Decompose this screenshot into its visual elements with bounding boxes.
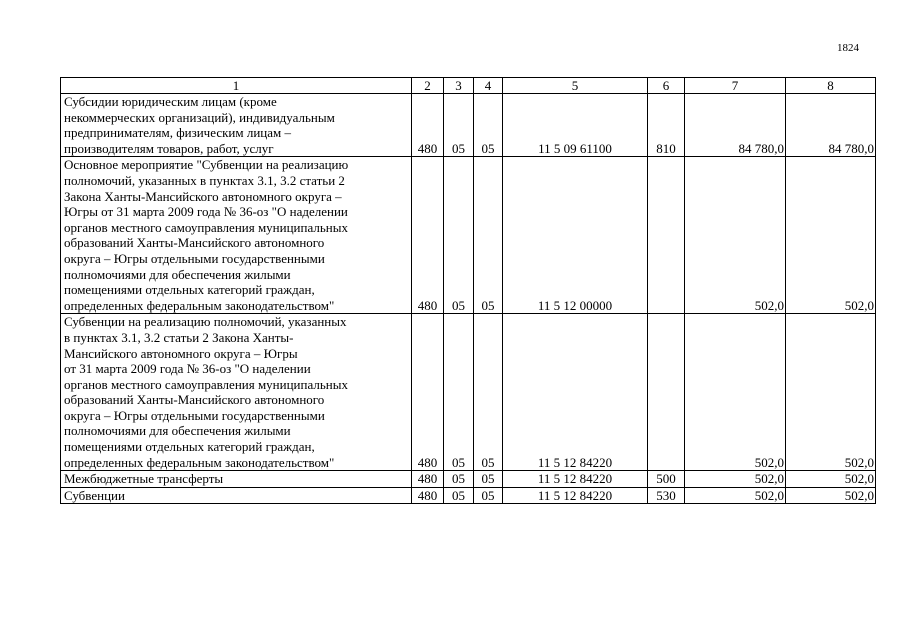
cell-col-7: 84 780,0 xyxy=(685,94,786,157)
cell-col-3: 05 xyxy=(444,94,474,157)
cell-col-3: 05 xyxy=(444,314,474,471)
cell-col-6: 530 xyxy=(648,487,685,504)
cell-col-5: 11 5 12 84220 xyxy=(503,487,648,504)
header-row xyxy=(61,78,876,94)
cell-col-6: 810 xyxy=(648,94,685,157)
cell-col-8: 502,0 xyxy=(786,471,876,488)
table-row xyxy=(61,471,876,488)
row-name-cell: Субвенции xyxy=(61,487,412,504)
cell-col-2: 480 xyxy=(412,487,444,504)
header-cell-5: 5 xyxy=(503,78,648,94)
cell-col-7: 502,0 xyxy=(685,471,786,488)
table-row xyxy=(61,94,876,157)
cell-col-3: 05 xyxy=(444,471,474,488)
cell-col-6 xyxy=(648,157,685,314)
header-cell-7: 7 xyxy=(685,78,786,94)
page-number: 1824 xyxy=(837,42,859,54)
cell-col-4: 05 xyxy=(474,314,503,471)
cell-col-3: 05 xyxy=(444,157,474,314)
cell-col-2: 480 xyxy=(412,94,444,157)
cell-col-2: 480 xyxy=(412,314,444,471)
header-cell-1: 1 xyxy=(61,78,412,94)
header-cell-3: 3 xyxy=(444,78,474,94)
cell-col-4: 05 xyxy=(474,471,503,488)
cell-col-5: 11 5 12 84220 xyxy=(503,314,648,471)
cell-col-2: 480 xyxy=(412,157,444,314)
cell-col-4: 05 xyxy=(474,157,503,314)
cell-col-3: 05 xyxy=(444,487,474,504)
cell-col-4: 05 xyxy=(474,94,503,157)
cell-col-8: 502,0 xyxy=(786,157,876,314)
cell-col-6 xyxy=(648,314,685,471)
header-cell-4: 4 xyxy=(474,78,503,94)
cell-col-2: 480 xyxy=(412,471,444,488)
cell-col-7: 502,0 xyxy=(685,487,786,504)
table-row xyxy=(61,314,876,471)
table-row xyxy=(61,487,876,504)
cell-col-4: 05 xyxy=(474,487,503,504)
cell-col-7: 502,0 xyxy=(685,157,786,314)
cell-col-8: 502,0 xyxy=(786,314,876,471)
cell-col-8: 84 780,0 xyxy=(786,94,876,157)
header-cell-2: 2 xyxy=(412,78,444,94)
row-name-cell: Основное мероприятие "Субвенции на реализацию полномочий, указанных в пунктах 3.1, 3.2 статьи 2 Закона Ханты-Мансийского автономного округа – Югры от 31 марта 2009 года № 36-оз "О наделении органов местного самоуправления муниципальных образований Ханты-Мансийского автономного округа – Югры отдельными государственными полномочиями для обеспечения жилыми помещениями отдельных категорий граждан, определенных федеральным законодательством" xyxy=(61,157,412,314)
cell-col-7: 502,0 xyxy=(685,314,786,471)
cell-col-5: 11 5 09 61100 xyxy=(503,94,648,157)
header-cell-6: 6 xyxy=(648,78,685,94)
table-row xyxy=(61,157,876,314)
cell-col-5: 11 5 12 00000 xyxy=(503,157,648,314)
row-name-cell: Межбюджетные трансферты xyxy=(61,471,412,488)
budget-table xyxy=(60,77,876,504)
row-name-cell: Субсидии юридическим лицам (кроме некоммерческих организаций), индивидуальным предпринимателям, физическим лицам – производителям товаров, работ, услуг xyxy=(61,94,412,157)
header-cell-8: 8 xyxy=(786,78,876,94)
cell-col-5: 11 5 12 84220 xyxy=(503,471,648,488)
cell-col-6: 500 xyxy=(648,471,685,488)
row-name-cell: Субвенции на реализацию полномочий, указанных в пунктах 3.1, 3.2 статьи 2 Закона Ханты- Мансийского автономного округа – Югры от 31 марта 2009 года № 36-оз "О наделении органов местного самоуправления муниципальных образований Ханты-Мансийского автономного округа – Югры отдельными государственными полномочиями для обеспечения жилыми помещениями отдельных категорий граждан, определенных федеральным законодательством" xyxy=(61,314,412,471)
cell-col-8: 502,0 xyxy=(786,487,876,504)
